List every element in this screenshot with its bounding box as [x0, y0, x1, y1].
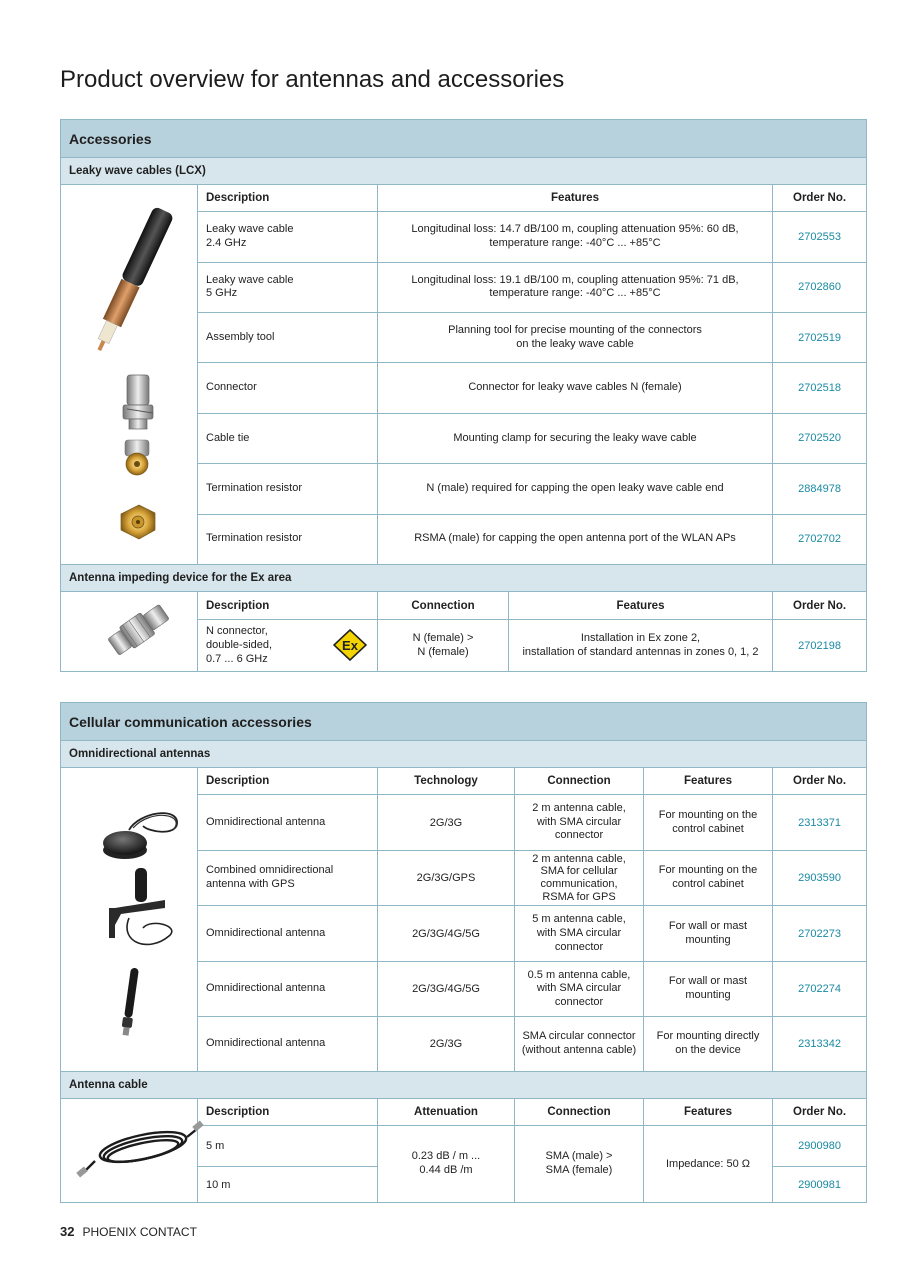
cable-header-attenuation: Attenuation	[378, 1099, 515, 1126]
cable-row-description: 10 m	[198, 1167, 378, 1203]
lcx-row-description: Leaky wave cable 5 GHz	[198, 262, 378, 312]
lcx-row-features: Planning tool for precise mounting of the connectors on the leaky wave cable	[378, 312, 773, 362]
omni-row-description: Omnidirectional antenna	[198, 961, 378, 1017]
lcx-row-features: Longitudinal loss: 14.7 dB/100 m, coupling attenuation 95%: 60 dB, temperature range: -40°C ... +85°C	[378, 212, 773, 262]
order-number-link[interactable]: 2903590	[773, 850, 867, 906]
cable-connection: SMA (male) > SMA (female)	[515, 1126, 644, 1203]
cable-tie-image	[121, 505, 155, 539]
omni-header-order: Order No.	[773, 768, 867, 795]
lcx-products-illustration	[69, 185, 206, 561]
ex-symbol-text: Ex	[342, 638, 358, 654]
order-number-link[interactable]: 2313371	[773, 795, 867, 851]
omni-row-connection: 5 m antenna cable, with SMA circular connector	[515, 906, 644, 962]
ex-header-connection: Connection	[378, 592, 509, 620]
order-number-link[interactable]: 2702553	[773, 212, 867, 262]
cellular-section-title: Cellular communication accessories	[61, 703, 867, 741]
cellular-table	[60, 702, 867, 1203]
lcx-row-features: Connector for leaky wave cables N (female)	[378, 363, 773, 413]
omni-row-description: Omnidirectional antenna	[198, 795, 378, 851]
ex-product-image	[61, 592, 198, 672]
omni-antennas-illustration	[69, 768, 206, 1068]
lcx-row-features: RSMA (male) for capping the open antenna port of the WLAN APs	[378, 514, 773, 564]
ex-row-description: N connector, double-sided, 0.7 ... 6 GHz	[206, 625, 273, 665]
order-number-link[interactable]: 2702702	[773, 514, 867, 564]
omni-row-features: For mounting on the control cabinet	[644, 850, 773, 906]
cable-header-connection: Connection	[515, 1099, 644, 1126]
ex-header-order: Order No.	[773, 592, 867, 620]
omni-product-images	[61, 768, 198, 1072]
omni-row-connection: SMA circular connector (without antenna cable)	[515, 1017, 644, 1072]
cable-header-features: Features	[644, 1099, 773, 1126]
lcx-row-description: Termination resistor	[198, 464, 378, 514]
accessories-table	[60, 119, 867, 672]
omni-subsection-title: Omnidirectional antennas	[61, 741, 867, 768]
order-number-link[interactable]: 2702519	[773, 312, 867, 362]
accessories-section-title: Accessories	[61, 120, 867, 158]
lcx-header-features: Features	[378, 185, 773, 212]
page-title: Product overview for antennas and accessories	[60, 66, 565, 93]
ex-row-description-cell	[198, 620, 378, 672]
page-footer	[60, 1224, 197, 1239]
order-number-link[interactable]: 2702520	[773, 413, 867, 463]
omni-row-technology: 2G/3G/GPS	[378, 850, 515, 906]
lcx-row-description: Leaky wave cable 2.4 GHz	[198, 212, 378, 262]
cable-header-order: Order No.	[773, 1099, 867, 1126]
lcx-row-features: N (male) required for capping the open leaky wave cable end	[378, 464, 773, 514]
ex-row-features: Installation in Ex zone 2, installation of standard antennas in zones 0, 1, 2	[509, 620, 773, 672]
omni-row-connection: 0.5 m antenna cable, with SMA circular connector	[515, 961, 644, 1017]
order-number-link[interactable]: 2884978	[773, 464, 867, 514]
order-number-link[interactable]: 2702198	[773, 620, 867, 672]
lcx-row-description: Cable tie	[198, 413, 378, 463]
omni-row-technology: 2G/3G/4G/5G	[378, 961, 515, 1017]
lcx-header-order: Order No.	[773, 185, 867, 212]
omni-row-description: Omnidirectional antenna	[198, 1017, 378, 1072]
cable-row-description: 5 m	[198, 1126, 378, 1167]
cable-attenuation: 0.23 dB / m ... 0.44 dB /m	[378, 1126, 515, 1203]
omni-row-description: Combined omnidirectional antenna with GPS	[198, 850, 378, 906]
order-number-link[interactable]: 2900981	[773, 1167, 867, 1203]
n-connector-illustration	[69, 592, 206, 668]
omni-row-connection: 2 m antenna cable, SMA for cellular communication, RSMA for GPS	[515, 850, 644, 906]
lcx-row-description: Assembly tool	[198, 312, 378, 362]
omni-row-connection: 2 m antenna cable, with SMA circular connector	[515, 795, 644, 851]
cable-features: Impedance: 50 Ω	[644, 1126, 773, 1203]
omni-row-features: For mounting on the control cabinet	[644, 795, 773, 851]
ex-atex-icon	[333, 629, 367, 664]
order-number-link[interactable]: 2702860	[773, 262, 867, 312]
brand-name: PHOENIX CONTACT	[82, 1225, 197, 1239]
omni-row-technology: 2G/3G	[378, 1017, 515, 1072]
omni-row-features: For mounting directly on the device	[644, 1017, 773, 1072]
omni-row-description: Omnidirectional antenna	[198, 906, 378, 962]
lcx-row-features: Mounting clamp for securing the leaky wave cable	[378, 413, 773, 463]
order-number-link[interactable]: 2313342	[773, 1017, 867, 1072]
lcx-row-description: Connector	[198, 363, 378, 413]
lcx-row-description: Termination resistor	[198, 514, 378, 564]
omni-row-features: For wall or mast mounting	[644, 961, 773, 1017]
ex-header-description: Description	[198, 592, 378, 620]
ex-row-connection: N (female) > N (female)	[378, 620, 509, 672]
omni-row-features: For wall or mast mounting	[644, 906, 773, 962]
omni-row-technology: 2G/3G	[378, 795, 515, 851]
omni-header-connection: Connection	[515, 768, 644, 795]
order-number-link[interactable]: 2702518	[773, 363, 867, 413]
ex-header-features: Features	[509, 592, 773, 620]
antenna-cable-illustration	[69, 1099, 206, 1199]
lcx-header-description: Description	[198, 185, 378, 212]
ex-subsection-title: Antenna impeding device for the Ex area	[61, 565, 867, 592]
lcx-subsection-title: Leaky wave cables (LCX)	[61, 158, 867, 185]
omni-row-technology: 2G/3G/4G/5G	[378, 906, 515, 962]
order-number-link[interactable]: 2702274	[773, 961, 867, 1017]
stick-antenna-image	[121, 967, 140, 1036]
omni-header-technology: Technology	[378, 768, 515, 795]
gps-antenna-image	[109, 868, 172, 944]
lcx-product-images	[61, 185, 198, 565]
lcx-row-features: Longitudinal loss: 19.1 dB/100 m, coupling attenuation 95%: 71 dB, temperature range: -40°C ... +85°C	[378, 262, 773, 312]
page-number: 32	[60, 1224, 75, 1239]
antenna-cable-image	[61, 1099, 198, 1203]
order-number-link[interactable]: 2900980	[773, 1126, 867, 1167]
omni-header-features: Features	[644, 768, 773, 795]
assembly-tool-image	[123, 375, 153, 429]
omni-header-description: Description	[198, 768, 378, 795]
connector-image	[125, 440, 149, 475]
puck-antenna-image	[103, 813, 177, 859]
order-number-link[interactable]: 2702273	[773, 906, 867, 962]
leaky-wave-cable-image	[89, 206, 174, 355]
antenna-cable-subsection-title: Antenna cable	[61, 1072, 867, 1099]
cable-header-description: Description	[198, 1099, 378, 1126]
